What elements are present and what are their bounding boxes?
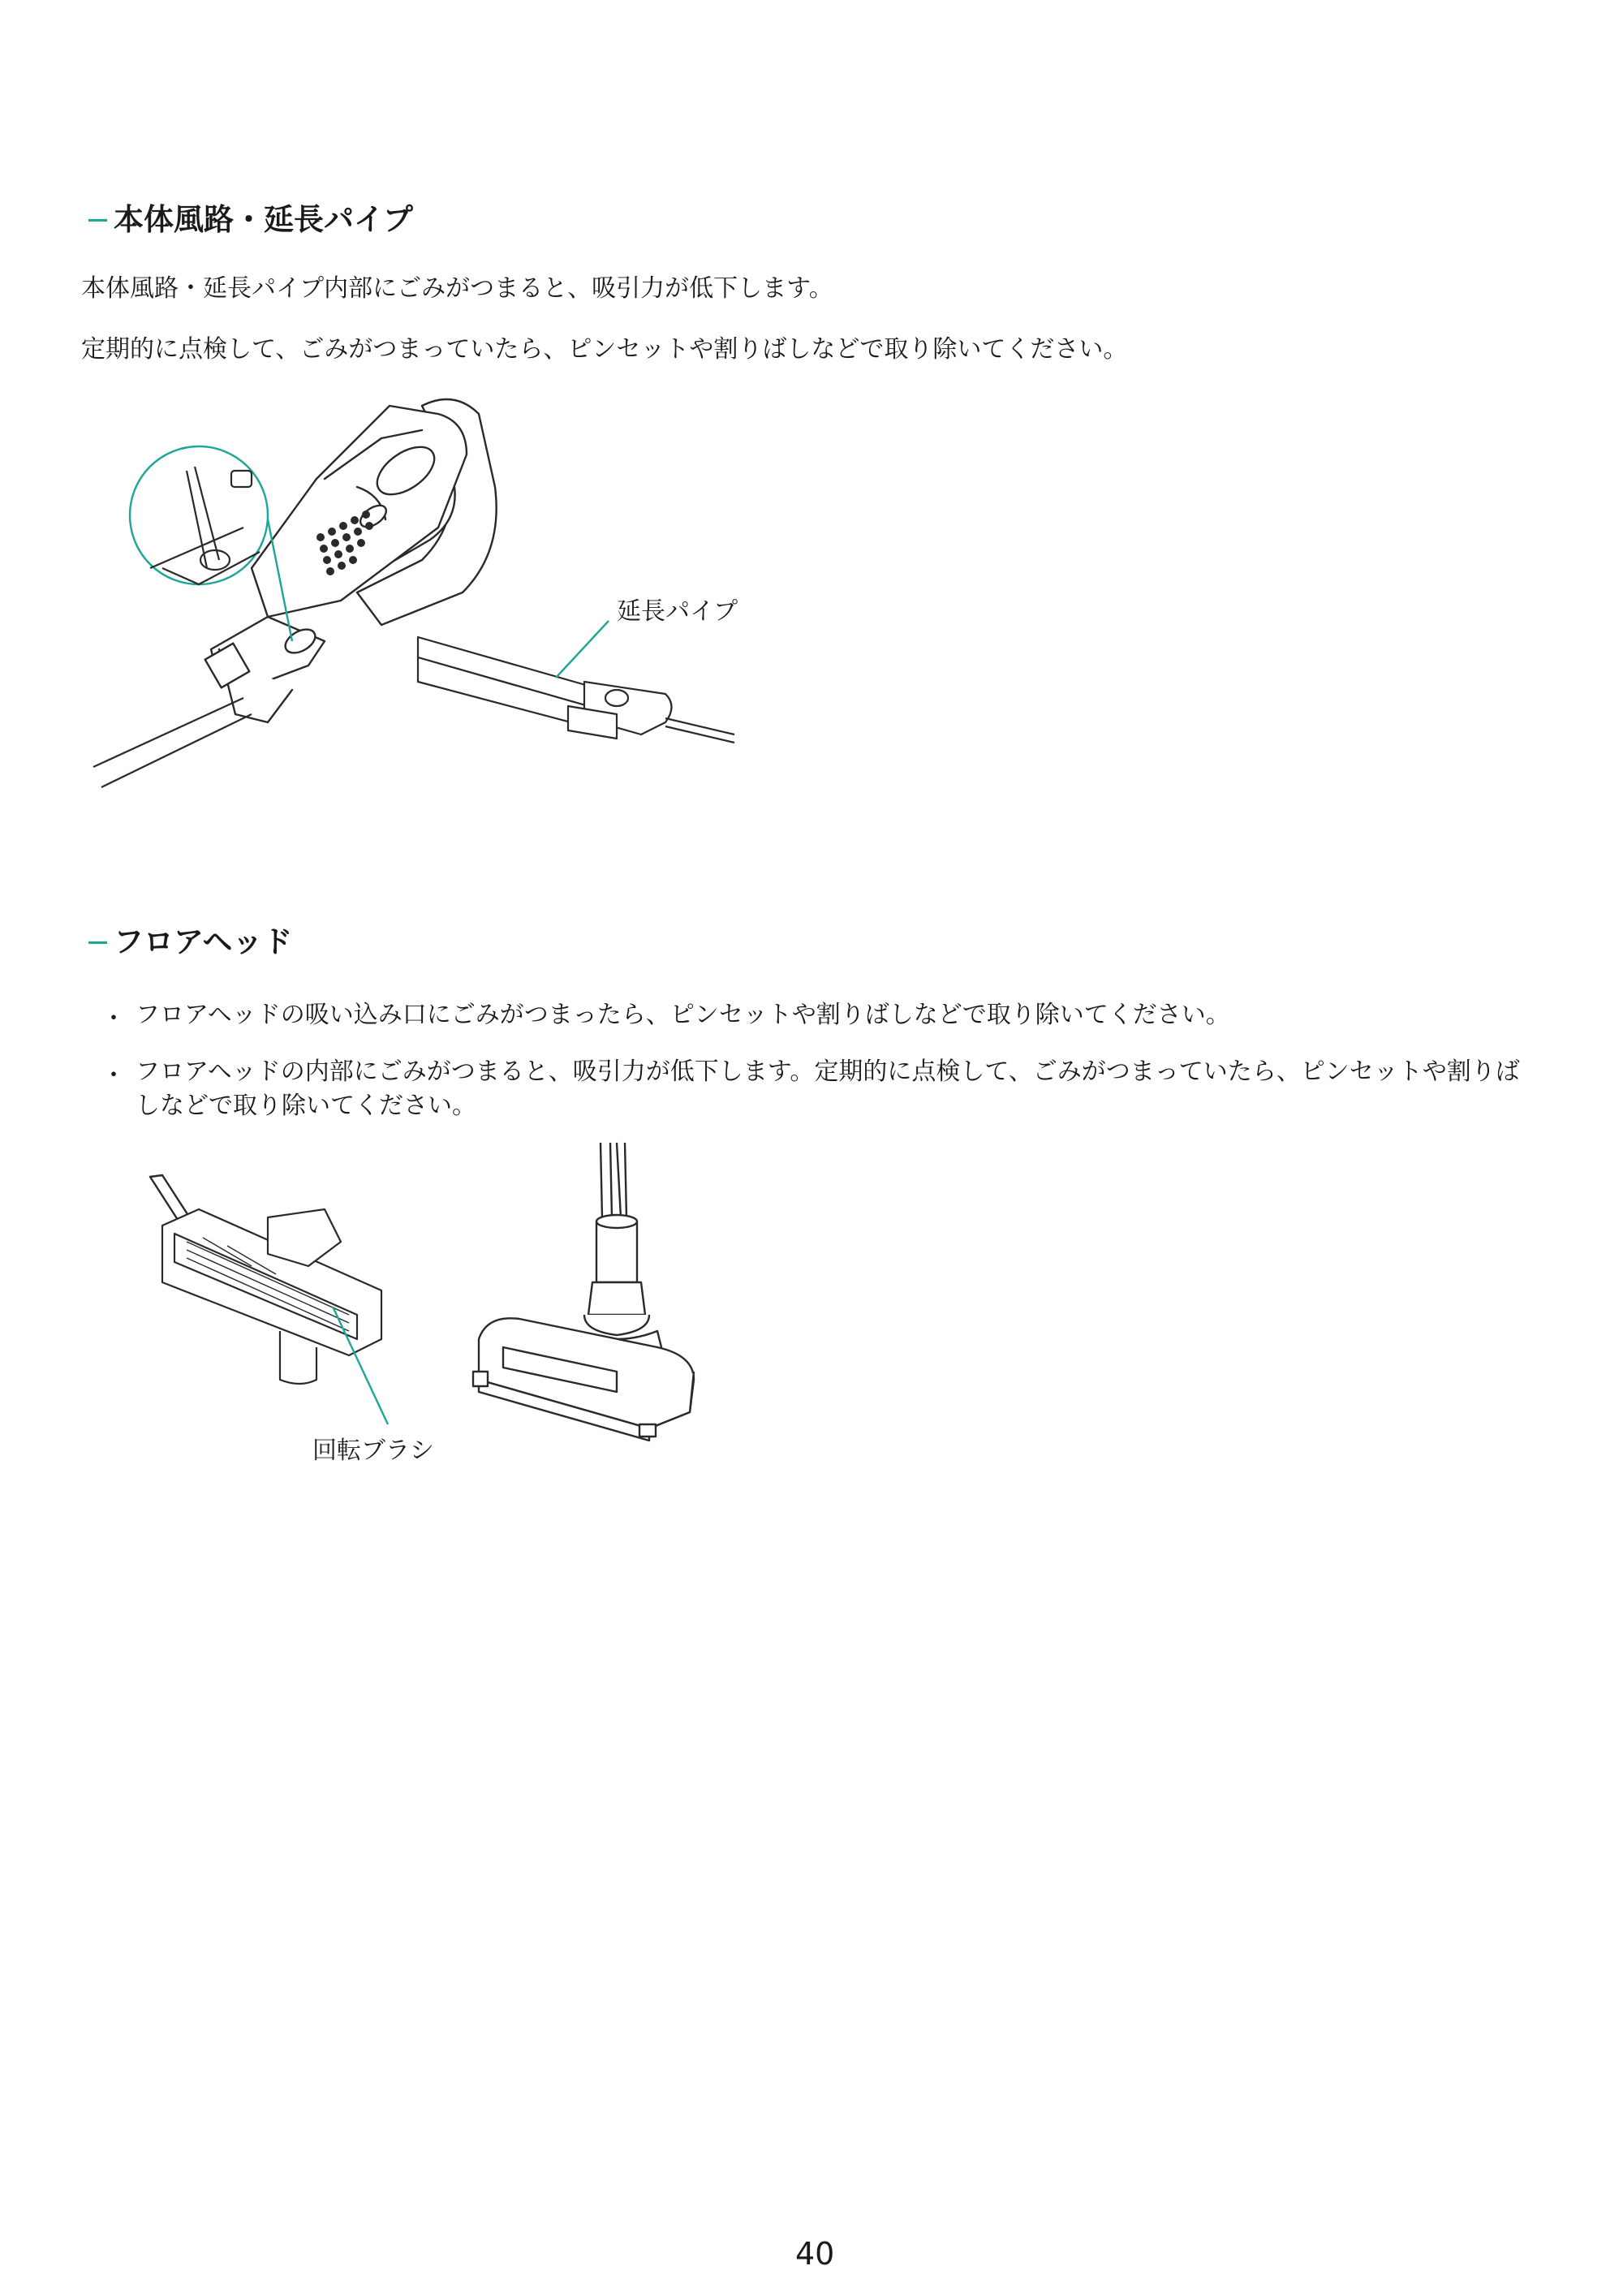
- section-heading-text: フロアヘッド: [114, 924, 293, 959]
- bullet-mark: ・: [101, 1005, 126, 1033]
- bullet-text: フロアヘッドの吸い込み口にごみがつまったら、ピンセットや割りばしなどで取り除いてください。: [136, 1001, 1230, 1029]
- bullet-text: フロアヘッドの内部にごみがつまると、吸引力が低下します。定期的に点検して、ごみがつまっていたら、ピンセットや割りばしなどで取り除いてください。: [136, 1058, 1520, 1120]
- bullet-mark: ・: [101, 1062, 126, 1090]
- label-rotating-brush: 回転ブラシ: [312, 1437, 434, 1465]
- page-number: 40: [795, 2236, 835, 2272]
- paragraph-clog-warning: 本体風路・延長パイプ内部にごみがつまると、吸引力が低下します。: [81, 274, 833, 303]
- heading-accent-dash: −: [85, 924, 111, 959]
- paragraph-inspection-instruction: 定期的に点検して、ごみがつまっていたら、ピンセットや割りばしなどで取り除いてください。: [81, 335, 1128, 364]
- section-heading-text: 本体風路・延長パイプ: [114, 202, 413, 237]
- label-extension-pipe: 延長パイプ: [617, 597, 738, 626]
- heading-accent-dash: −: [85, 202, 111, 237]
